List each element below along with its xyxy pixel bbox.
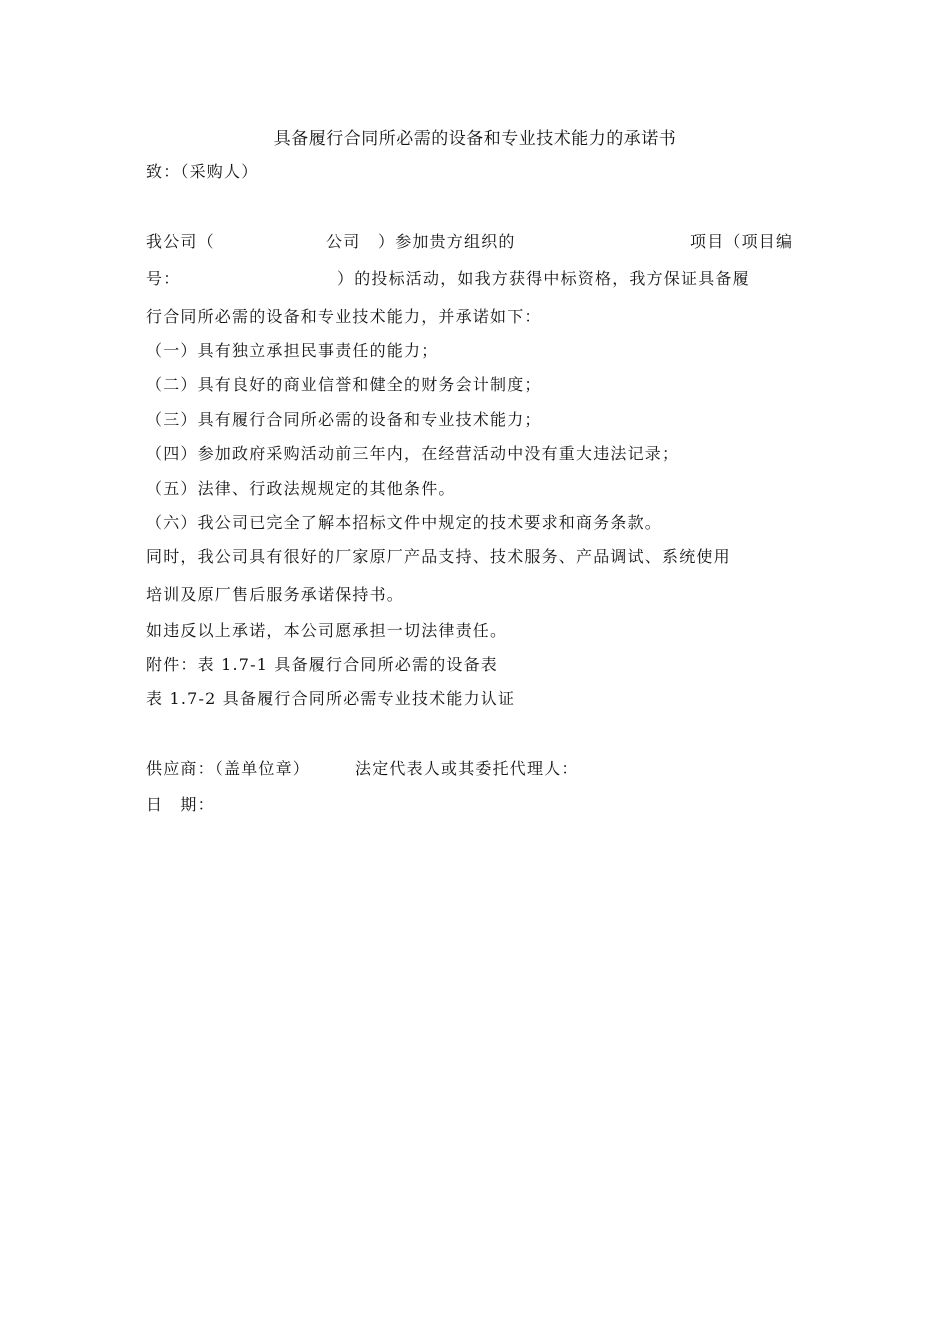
attachment-1: 附件：表 1.7-1 具备履行合同所必需的设备表: [146, 655, 499, 674]
supplier-seal-label: 供应商：（盖单位章）: [146, 759, 311, 778]
company-intro-prefix: 我公司（: [146, 232, 215, 251]
company-word: 公司: [326, 232, 361, 251]
document-title: 具备履行合同所必需的设备和专业技术能力的承诺书: [273, 129, 677, 149]
service-commitment-line-2: 培训及原厂售后服务承诺保持书。: [146, 585, 405, 604]
date-label: 日 期：: [146, 795, 215, 814]
bidding-activity-text: ）的投标活动，如我方获得中标资格，我方保证具备履: [337, 269, 750, 288]
commitment-item-6: （六）我公司已完全了解本招标文件中规定的技术要求和商务条款。: [146, 513, 663, 532]
commitment-item-3: （三）具有履行合同所必需的设备和专业技术能力；: [146, 410, 542, 429]
attachment-2: 表 1.7-2 具备履行合同所必需专业技术能力认证: [146, 689, 516, 708]
number-label: 号：: [146, 269, 181, 288]
commitment-item-4: （四）参加政府采购活动前三年内，在经营活动中没有重大违法记录；: [146, 444, 680, 463]
service-commitment-line-1: 同时，我公司具有很好的厂家原厂产品支持、技术服务、产品调试、系统使用: [146, 547, 731, 566]
commitment-item-2: （二）具有良好的商业信誉和健全的财务会计制度；: [146, 375, 542, 394]
commitment-intro: 行合同所必需的设备和专业技术能力，并承诺如下：: [146, 307, 542, 326]
legal-representative-label: 法定代表人或其委托代理人：: [355, 759, 579, 778]
commitment-item-5: （五）法律、行政法规规定的其他条件。: [146, 479, 456, 498]
organizer-phrase: ）参加贵方组织的: [378, 232, 516, 251]
liability-statement: 如违反以上承诺，本公司愿承担一切法律责任。: [146, 621, 508, 640]
commitment-item-1: （一）具有独立承担民事责任的能力；: [146, 341, 439, 360]
project-number-label: 项目（项目编: [690, 232, 794, 251]
addressee-line: 致：（采购人）: [146, 162, 259, 181]
